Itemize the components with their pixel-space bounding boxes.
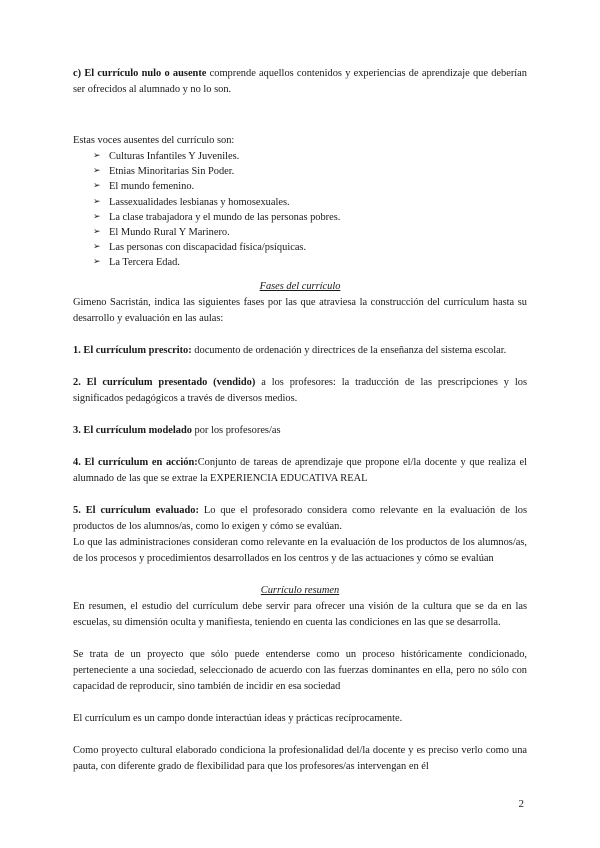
- arrow-bullet-icon: ➢: [93, 181, 101, 192]
- phases-intro: Gimeno Sacristán, indica las siguientes fases por las que atraviesa la construcción del currículum hasta su desarrollo y evaluación en las aulas:: [73, 296, 527, 324]
- list-item: ➢ La clase trabajadora y el mundo de las personas pobres.: [93, 210, 527, 225]
- list-item: ➢ Lassexualidades lesbianas y homosexuales.: [93, 195, 527, 210]
- absent-voices-list: [73, 149, 527, 271]
- arrow-bullet-icon: ➢: [93, 242, 101, 253]
- phase-prescribed: 1. El currículum prescrito: documento de ordenación y directrices de la enseñanza del sistema escolar.: [73, 344, 507, 356]
- paragraph-null-curriculum: c) El currículo nulo o ausente comprende aquellos contenidos y experiencias de aprendizaje que deberían ser ofrecidos al alumnado y no lo son.: [73, 68, 527, 95]
- phase-in-action: 4. El currículum en acción:Conjunto de tareas de aprendizaje que propone el/la docente y que realiza el alumnado de las que se extrae la EXPERIENCIA EDUCATIVA REAL: [73, 456, 527, 484]
- arrow-bullet-icon: ➢: [93, 196, 101, 207]
- term-null-curriculum: c) El currículo nulo o ausente: [73, 68, 207, 79]
- section-title-summary: Currículo resumen: [260, 584, 340, 596]
- phase-evaluated-admin: Lo que las administraciones consideran como relevante en la evaluación de los productos de los alumnos/as, de los procesos y procedimientos desarrollados en los centros y de las actuaciones y cómo se evalúan: [73, 536, 527, 564]
- voices-intro: Estas voces ausentes del currículo son:: [73, 135, 235, 146]
- phase-evaluated: 5. El currículum evaluado: Lo que el profesorado considera como relevante en la evaluación de los productos de los alumnos/as, como lo exigen y cómo se evalúan.: [73, 504, 527, 532]
- summary-paragraph: Se trata de un proyecto que sólo puede entenderse como un proceso históricamente condicionado, perteneciente a una sociedad, seleccionado de acuerdo con las fuerzas dominantes en ella, pero no sólo con capacidad de reproducir, sino también de incidir en esa sociedad: [73, 648, 527, 692]
- arrow-bullet-icon: ➢: [93, 151, 101, 161]
- list-item: ➢ La Tercera Edad.: [93, 255, 527, 270]
- section-title-phases: Fases del currículo: [259, 280, 341, 292]
- list-item: ➢ Culturas Infantiles Y Juveniles.: [93, 149, 527, 164]
- arrow-bullet-icon: ➢: [93, 211, 101, 222]
- arrow-bullet-icon: ➢: [93, 227, 101, 238]
- summary-paragraph: El currículum es un campo donde interactúan ideas y prácticas recíprocamente.: [73, 712, 403, 724]
- list-item: ➢ Etnias Minoritarias Sin Poder.: [93, 164, 527, 179]
- phase-presented: 2. El currículum presentado (vendido) a los profesores: la traducción de las prescripciones y los significados pedagógicos a través de diversos medios.: [73, 376, 527, 404]
- document-page: [73, 66, 527, 775]
- summary-paragraph: En resumen, el estudio del currículum debe servir para ofrecer una visión de la cultura que se da en las escuelas, su dimensión oculta y manifiesta, teniendo en cuenta las condiciones en las que se desarrolla.: [73, 600, 527, 628]
- arrow-bullet-icon: ➢: [93, 166, 101, 177]
- list-item: ➢ Las personas con discapacidad física/psíquicas.: [93, 240, 527, 255]
- list-item: ➢ El mundo femenino.: [93, 179, 527, 194]
- arrow-bullet-icon: ➢: [93, 257, 101, 268]
- summary-paragraph: Como proyecto cultural elaborado condiciona la profesionalidad del/la docente y es preciso verlo como una pauta, con diferente grado de flexibilidad para que los profesores/as intervengan en él: [73, 744, 527, 772]
- page-number: 2: [518, 798, 524, 810]
- list-item: ➢ El Mundo Rural Y Marinero.: [93, 225, 527, 240]
- phase-modeled: 3. El currículum modelado por los profesores/as: [73, 424, 281, 436]
